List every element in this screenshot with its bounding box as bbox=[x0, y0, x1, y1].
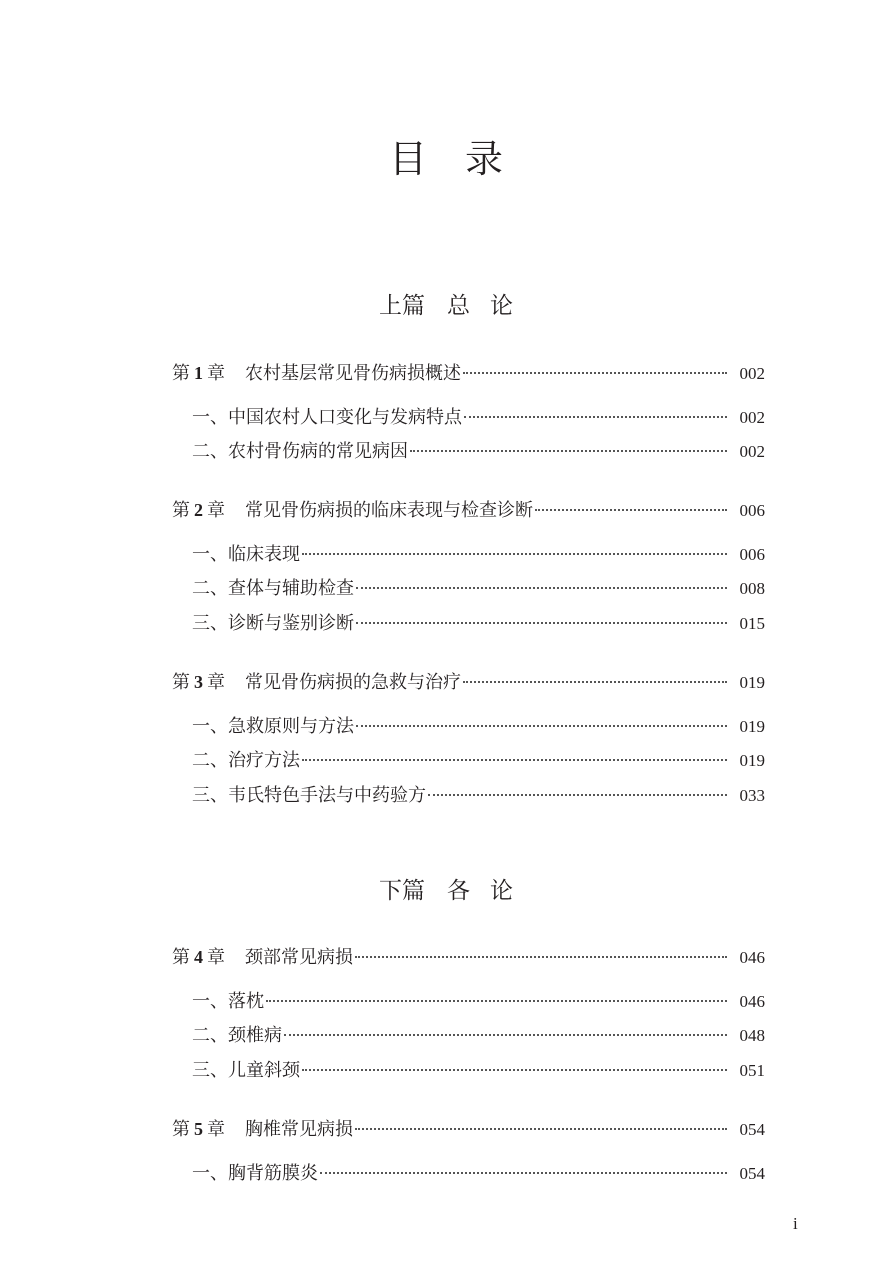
page-number: 006 bbox=[739, 545, 765, 564]
page-number: 046 bbox=[739, 948, 765, 967]
page-number: 008 bbox=[739, 579, 765, 598]
section-title: 一、落枕 bbox=[192, 991, 264, 1012]
section-title: 三、诊断与鉴别诊断 bbox=[192, 613, 354, 634]
toc-chapter-entry[interactable] bbox=[172, 670, 765, 694]
section-title: 一、胸背筋膜炎 bbox=[192, 1163, 318, 1184]
section-title: 二、查体与辅助检查 bbox=[192, 578, 354, 599]
section-title: 一、中国农村人口变化与发病特点 bbox=[192, 407, 462, 428]
dot-leader bbox=[356, 725, 727, 727]
toc-chapter-entry[interactable] bbox=[172, 361, 765, 385]
toc-chapter-entry[interactable] bbox=[172, 945, 765, 969]
page-number: 002 bbox=[739, 364, 765, 383]
toc-section-entry[interactable] bbox=[192, 1059, 765, 1083]
part-heading-upper: 上篇 总 论 bbox=[379, 293, 513, 319]
page-number: 051 bbox=[739, 1061, 765, 1080]
page-number: 033 bbox=[739, 786, 765, 805]
section-title: 一、急救原则与方法 bbox=[192, 716, 354, 737]
page-number: 048 bbox=[739, 1026, 765, 1045]
toc-section-entry[interactable] bbox=[192, 1024, 765, 1048]
page-number: 019 bbox=[739, 751, 765, 770]
dot-leader bbox=[464, 416, 727, 418]
toc-chapter-entry[interactable] bbox=[172, 498, 765, 522]
section-title: 二、治疗方法 bbox=[192, 750, 300, 771]
dot-leader bbox=[356, 587, 727, 589]
dot-leader bbox=[410, 450, 727, 452]
page-number: 046 bbox=[739, 992, 765, 1011]
dot-leader bbox=[355, 956, 727, 958]
toc-section-entry[interactable] bbox=[192, 440, 765, 464]
section-title: 一、临床表现 bbox=[192, 544, 300, 565]
toc-section-entry[interactable] bbox=[192, 715, 765, 739]
part-heading-lower: 下篇 各 论 bbox=[379, 878, 513, 904]
section-title: 二、农村骨伤病的常见病因 bbox=[192, 441, 408, 462]
toc-section-entry[interactable] bbox=[192, 406, 765, 430]
dot-leader bbox=[356, 622, 727, 624]
section-title: 三、韦氏特色手法与中药验方 bbox=[192, 785, 426, 806]
toc-section-entry[interactable] bbox=[192, 612, 765, 636]
dot-leader bbox=[463, 681, 727, 683]
page-title: 目 录 bbox=[388, 137, 504, 181]
toc-section-entry[interactable] bbox=[192, 749, 765, 773]
section-title: 三、儿童斜颈 bbox=[192, 1060, 300, 1081]
chapter-number: 第 3 章 bbox=[172, 672, 225, 693]
chapter-number: 第 5 章 bbox=[172, 1119, 225, 1140]
dot-leader bbox=[428, 794, 727, 796]
dot-leader bbox=[266, 1000, 727, 1002]
page-number: 002 bbox=[739, 408, 765, 427]
dot-leader bbox=[302, 553, 727, 555]
folio-page-number: i bbox=[793, 1214, 798, 1233]
section-title: 二、颈椎病 bbox=[192, 1025, 282, 1046]
page-number: 019 bbox=[739, 717, 765, 736]
toc-section-entry[interactable] bbox=[192, 543, 765, 567]
toc-section-entry[interactable] bbox=[192, 990, 765, 1014]
dot-leader bbox=[463, 372, 727, 374]
page-number: 015 bbox=[739, 614, 765, 633]
chapter-number: 第 2 章 bbox=[172, 500, 225, 521]
chapter-title: 颈部常见病损 bbox=[245, 947, 353, 968]
page-number: 054 bbox=[739, 1120, 765, 1139]
toc-chapter-entry[interactable] bbox=[172, 1117, 765, 1141]
toc-section-entry[interactable] bbox=[192, 577, 765, 601]
chapter-title: 常见骨伤病损的临床表现与检查诊断 bbox=[245, 500, 533, 521]
page-number: 054 bbox=[739, 1164, 765, 1183]
chapter-title: 农村基层常见骨伤病损概述 bbox=[245, 363, 461, 384]
dot-leader bbox=[302, 759, 727, 761]
chapter-number: 第 1 章 bbox=[172, 363, 225, 384]
chapter-title: 胸椎常见病损 bbox=[245, 1119, 353, 1140]
dot-leader bbox=[320, 1172, 727, 1174]
dot-leader bbox=[355, 1128, 727, 1130]
chapter-number: 第 4 章 bbox=[172, 947, 225, 968]
dot-leader bbox=[302, 1069, 727, 1071]
page-number: 019 bbox=[739, 673, 765, 692]
toc-section-entry[interactable] bbox=[192, 1162, 765, 1186]
page-number: 006 bbox=[739, 501, 765, 520]
toc-section-entry[interactable] bbox=[192, 784, 765, 808]
page-number: 002 bbox=[739, 442, 765, 461]
dot-leader bbox=[535, 509, 727, 511]
dot-leader bbox=[284, 1034, 727, 1036]
chapter-title: 常见骨伤病损的急救与治疗 bbox=[245, 672, 461, 693]
